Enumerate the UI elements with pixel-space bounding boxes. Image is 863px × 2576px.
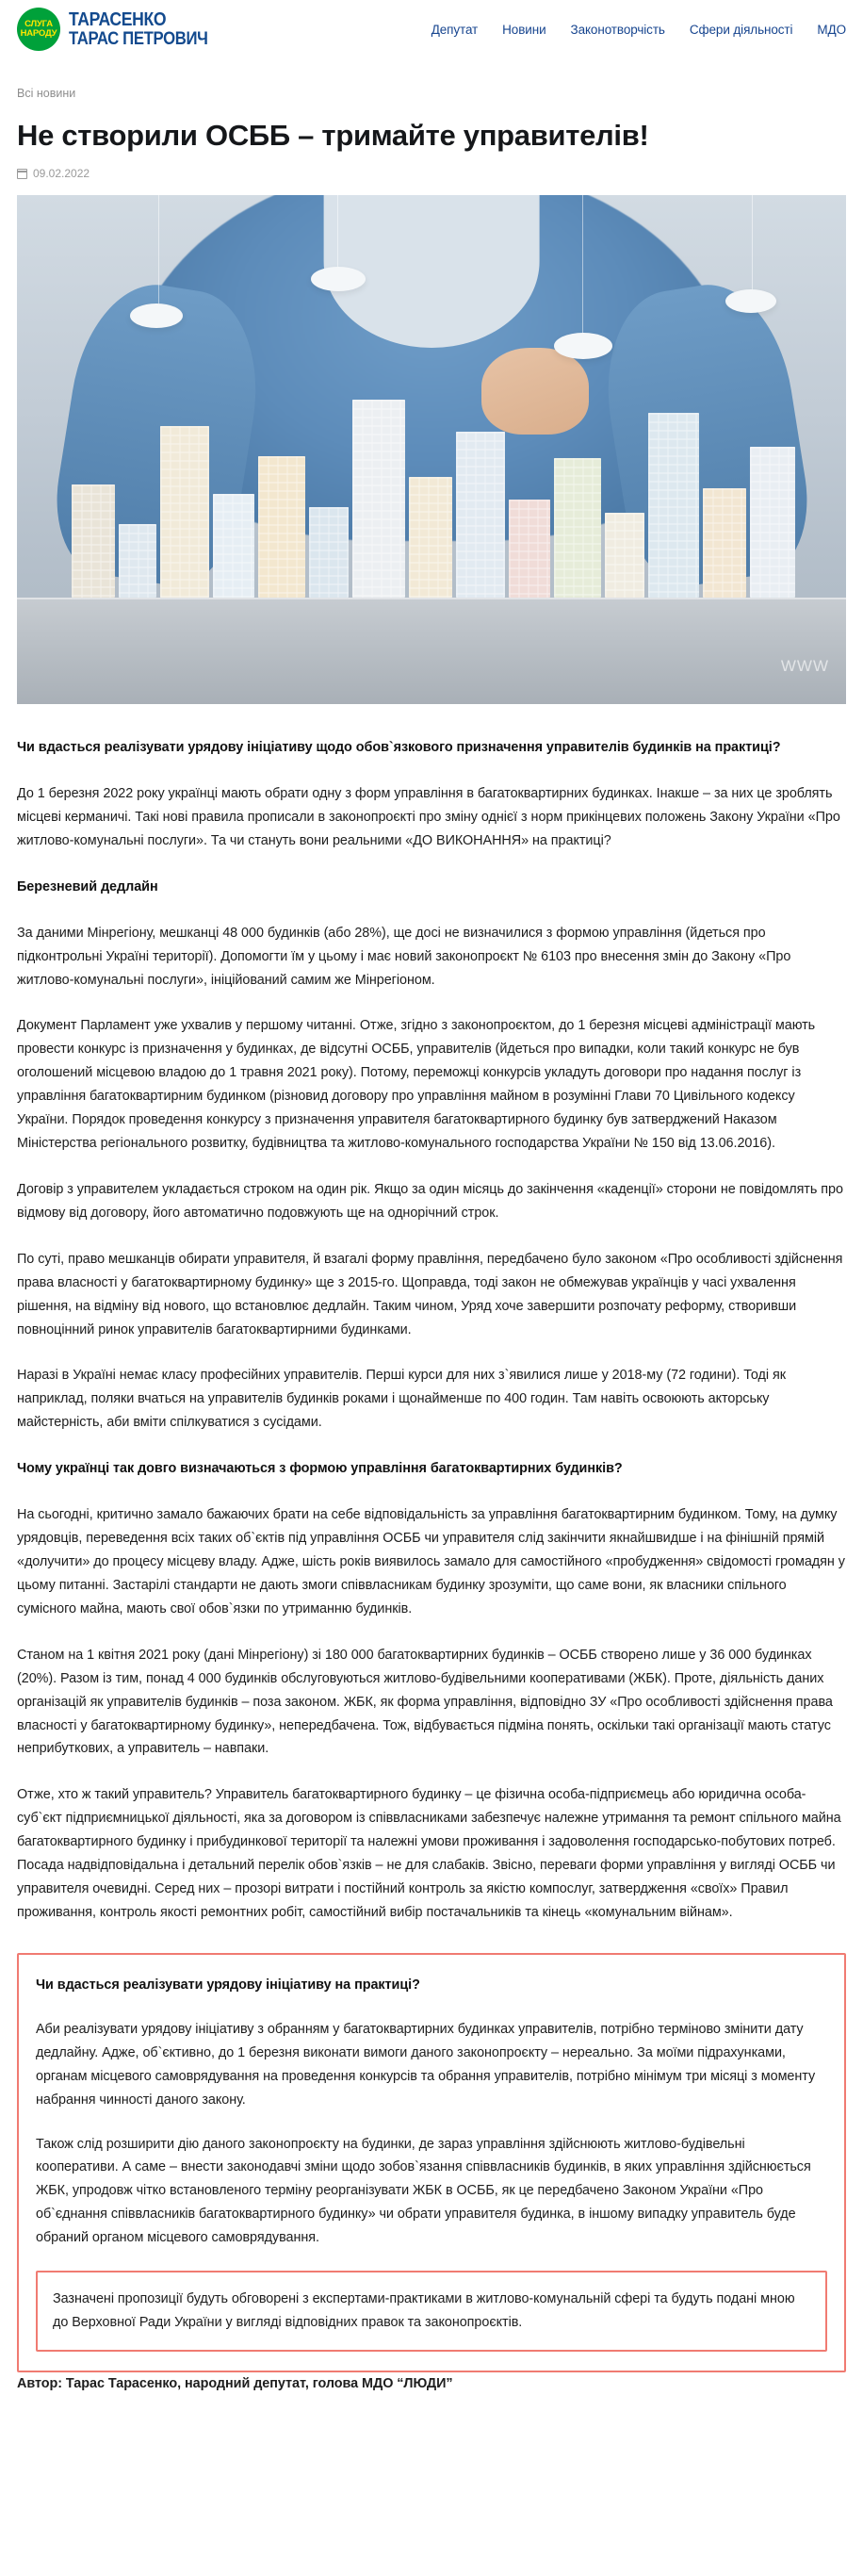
hero-building-block: [703, 488, 746, 598]
emblem-line-1: СЛУГА: [24, 19, 53, 30]
article-paragraph-7: На сьогодні, критично замало бажаючих брати на себе відповідальність за управління багатоквартирним будинком. Тому, на думку урядовців, переведення всіх таких об`єктів під управління ОСББ чи управителя слід закінчити якнайшвидше і на фінішній прямій «долучити» до процесу місцеву владу. Адже, шість років виявилось замало для самостійного «пробудження» свідомості громадян у цьому питанні. Застарілі стандарти не дають змоги співвласникам будинку зрозуміти, що саме вони, як власники спільного сумісного майна, мають свої обов`язки по утриманню будинків.: [17, 1507, 845, 1616]
site-logo-link[interactable]: [17, 8, 227, 51]
hero-cloud-icon: [725, 289, 776, 313]
hero-building-block: [309, 507, 349, 598]
sluha-narodu-emblem-icon: [17, 8, 60, 51]
callout-inner-text: Зазначені пропозиції будуть обговорені з експертами-практиками в житлово-комунальній сфері та будуть подані мною до Верховної Ради України у вигляді відповідних правок та законопроєктів.: [53, 2291, 795, 2331]
article-paragraph-5: По суті, право мешканців обирати управителя, й взагалі форму правління, передбачено було законом «Про особливості здійснення права власності у багатоквартирному будинку» ще з 2015-го. Щоправда, тоді закон не обмежував українців у часі ухвалення рішення, на відміну від нового, що встановлює дедлайн. Таким чином, Уряд хоче завершити розпочату реформу, створивши повноцінний ринок управителів багатоквартирними будинками.: [17, 1251, 843, 1337]
calendar-icon: [17, 169, 27, 179]
hero-building-block: [750, 447, 795, 598]
callout-inner-box: [36, 2271, 827, 2352]
callout-paragraph-1: Аби реалізувати урядову ініціативу з обранням у багатоквартирних будинках управителів, потрібно терміново змінити дату дедлайну. Адже, об`єктивно, до 1 березня виконати вимоги даного законопроєкту – нереально. За моїми підрахунками, органам місцевого самоврядування на проведення конкурсів та обрання управителів, потрібно мінімум три місяці з моменту набрання чинності даного закону.: [36, 2021, 816, 2108]
hero-cloud-wire: [582, 195, 583, 336]
article-paragraph-9: Отже, хто ж такий управитель? Управитель багатоквартирного будинку – це фізична особа-підприємець або юридична особа-суб`єкт підприємницької діяльності, яка за договором із співвласниками забезпечує належне утримання та ремонт спільного майна багатоквартирного будинку і прибудинкової території та належні умови проживання і задоволення господарсько-побутових потреб. Посада надвідповідальна і детальний перелік обов`язків – не для слабаків. Звісно, переваги форми управління у вигляді ОСББ чи управителя очевидні. Серед них – прозорі витрати і постійний контроль за якістю компослуг, затвердження «своїх» Правил проживання, контроль якості ремонтних робіт, самостійний вибір постачальників та кінець «комунальним війнам».: [17, 1787, 841, 1920]
article-subheading-march-deadline: Березневий дедлайн: [17, 878, 158, 894]
article-paragraph-3: Документ Парламент уже ухвалив у першому читанні. Отже, згідно з законопроєктом, до 1 березня місцеві адміністрації мають провести конкурс із призначення у будинках, де відсутні ОСББ, управителів (йдеться про випадки, коли такий конкурс не був оголошений місцевою владою до 1 травня 2021 року). Потому, переможці конкурсів укладуть договори про надання послуг із управління багатоквартирним будинком (різновид договору про управління майном в розумінні Глави 70 Цивільного кодексу України. Порядок проведення конкурсу з призначення управителя багатоквартирного будинку був затверджений Наказом Міністерства регіонального розвитку, будівництва та житлово-комунального господарства України № 150 від 13.06.2016).: [17, 1018, 816, 1152]
article-paragraph-2: За даними Мінрегіону, мешканці 48 000 будинків (або 28%), ще досі не визначилися з формою управління (йдеться про підконтрольні Україні території). Допомогти їм у цьому і має новий законопроєкт № 6103 про внесення змін до Закону «Про житлово-комунальні послуги», ініційований самим же Мінрегіоном.: [17, 925, 791, 988]
article-date-value: 09.02.2022: [33, 167, 90, 181]
page-content: [0, 58, 863, 2447]
hero-cloud-icon: [554, 333, 612, 359]
nav-item-activity-areas[interactable]: Сфери діяльності: [689, 22, 793, 37]
article-date: [17, 167, 846, 180]
article-author: Автор: Тарас Тарасенко, народний депутат, голова МДО “ЛЮДИ”: [17, 2375, 453, 2391]
article-paragraph-1: До 1 березня 2022 року українці мають обрати одну з форм управління в багатоквартирних будинках. Інакше – за них це зроблять місцеві керманичі. Такі нові правила прописали в законопроєкті про зміну однієї з норм прикінцевих положень Закону України «Про житлово-комунальні послуги». Та чи стануть вони реальними «ДО ВИКОНАННЯ» на практиці?: [17, 785, 840, 848]
main-navigation: [432, 23, 850, 37]
brand-name: [69, 10, 227, 48]
article-lead-question: Чи вдасться реалізувати урядову ініціативу щодо обов`язкового призначення управителів будинків на практиці?: [17, 740, 781, 756]
hero-cloud-icon: [130, 304, 183, 328]
hero-building-block: [648, 413, 699, 598]
hero-person-hand: [481, 348, 589, 435]
site-header: [0, 0, 863, 58]
hero-building-block: [213, 494, 254, 598]
hero-cloud-icon: [311, 267, 366, 291]
nav-item-deputy[interactable]: Депутат: [431, 22, 479, 37]
hero-cloud-wire: [337, 195, 338, 271]
article-paragraph-6: Наразі в Україні немає класу професійних управителів. Перші курси для них з`явилися лише у 2018-му (72 години). Тоді як наприклад, поляки вчаться на управителів будинків роками і щонайменше по 400 годин. Там навіть освоюють акторську майстерність, аби вміти спілкуватися з сусідами.: [17, 1368, 786, 1431]
hero-building-block: [554, 458, 601, 598]
article-paragraph-8: Станом на 1 квітня 2021 року (дані Мінрегіону) зі 180 000 багатоквартирних будинків – ОСББ створено лише у 36 000 будинках (20%). Разом із тим, понад 4 000 будинків обслуговуються житлово-будівельними кооперативами (ЖБК). Проте, діяльність даних організацій як управителів будинків – поза законом. ЖБК, як форма управління, відповідно ЗУ «Про особливості здійснення права власності у багатоквартирному будинку», непередбачена. Тож, відбувається підміна понять, оскільки такі організації мають статус неприбуткових, а управитель – навпаки.: [17, 1647, 833, 1757]
hero-building-block: [605, 513, 644, 598]
nav-item-news[interactable]: Новини: [502, 22, 546, 37]
hero-building-block: [160, 426, 209, 598]
article-paragraph-4: Договір з управителем укладається строком на один рік. Якщо за один місяць до закінчення «каденції» сторони не повідомлять про відмову від договору, його автоматично подовжують ще на однорічний строк.: [17, 1181, 843, 1221]
article-body: [17, 736, 846, 2447]
callout-box: [17, 1953, 846, 2372]
article-hero-image: [17, 195, 846, 704]
hero-watermark: WWW: [780, 657, 829, 676]
nav-item-lawmaking[interactable]: Законотворчість: [570, 22, 665, 37]
nav-item-mdo[interactable]: МДО: [817, 22, 846, 37]
hero-building-block: [509, 500, 550, 598]
hero-building-block: [352, 400, 405, 598]
hero-building-block: [72, 484, 115, 598]
callout-paragraph-2: Також слід розширити дію даного законопроєкту на будинки, де зараз управління здійснюють житлово-будівельні кооперативи. А саме – внести законодавчі зміни щодо зобов`язання співвласників будинків, в яких управління здійснюється ЖБК, упродовж чітко встановленого терміну реорганізувати ЖБК в ОСББ, як це передбачено Законом України «Про об`єднання співвласників багатоквартирного будинку» чи обрати управителя будинка, в іншому випадку управитель буде обраний органом місцевого самоврядування.: [36, 2136, 811, 2246]
hero-cloud-wire: [752, 195, 753, 294]
brand-surname: ТАРАСЕНКО: [69, 9, 167, 31]
emblem-line-2: НАРОДУ: [20, 28, 57, 39]
hero-building-block: [258, 456, 305, 598]
page-title: Не створили ОСББ – тримайте управителів!: [17, 119, 649, 152]
hero-building-block: [456, 432, 505, 598]
hero-desk-surface: [17, 598, 846, 704]
article-subheading-why-so-long: Чому українці так довго визначаються з формою управління багатоквартирних будинків?: [17, 1461, 623, 1477]
hero-building-block: [119, 524, 156, 598]
callout-heading: Чи вдасться реалізувати урядову ініціативу на практиці?: [36, 1977, 420, 1993]
hero-building-block: [409, 477, 452, 598]
breadcrumb-all-news[interactable]: Всі новини: [17, 87, 76, 100]
hero-cloud-wire: [158, 195, 159, 308]
brand-firstname-patronymic: ТАРАС ПЕТРОВИЧ: [69, 28, 208, 49]
